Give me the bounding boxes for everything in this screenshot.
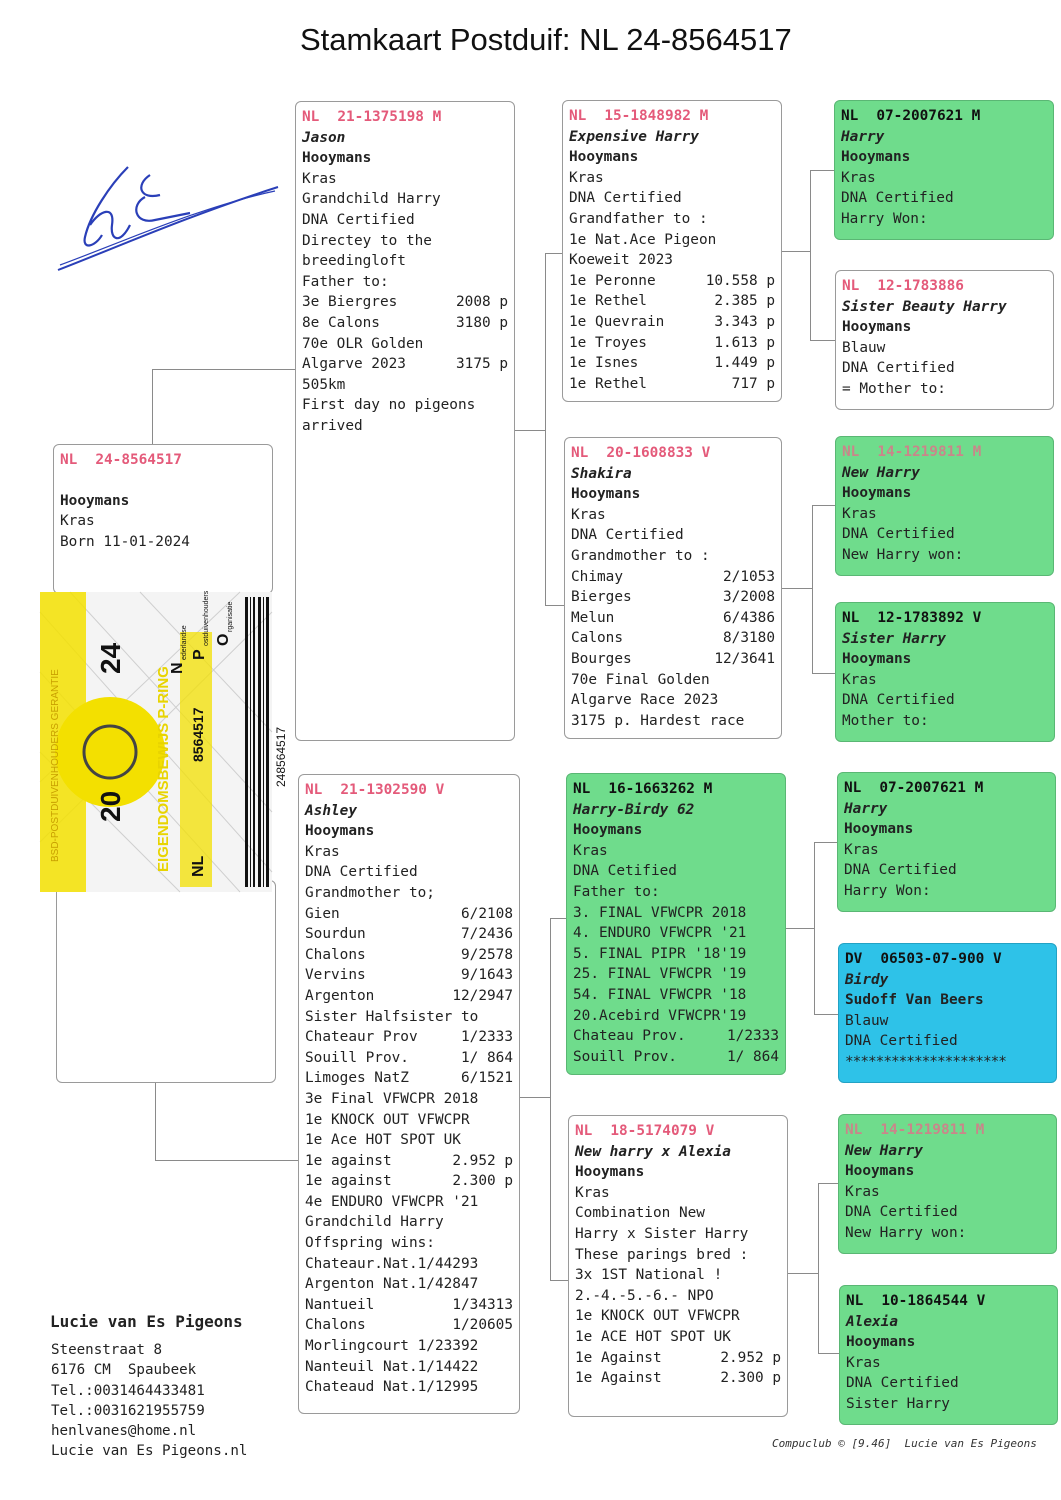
grandfather-paternal-card — [562, 100, 782, 402]
result-race: 1e Isnes — [569, 355, 639, 372]
subject-card-lower — [56, 880, 276, 1083]
info-line: DNA Certified — [569, 190, 682, 207]
result-race: Bourges — [571, 650, 632, 667]
result-race: Algarve 2023 — [302, 356, 406, 373]
result-row — [571, 587, 775, 608]
result-value: 3/2008 — [723, 589, 775, 606]
result-row — [569, 353, 775, 374]
result-row — [575, 1368, 781, 1389]
result-value: 2.952 p — [452, 1152, 513, 1169]
ring-number: NL 14-1219811 M — [842, 444, 982, 460]
connector-line — [814, 842, 837, 843]
info-line: 3. FINAL VFWCPR 2018 — [573, 904, 747, 921]
ancestor-card-mff — [837, 772, 1056, 912]
ring-number: NL 15-1848982 M — [569, 108, 709, 124]
result-row — [305, 904, 513, 925]
breeder-name: Hooymans — [305, 823, 375, 840]
info-line: Kras — [841, 169, 876, 186]
page-title: Stamkaart Postduif: NL 24-8564517 — [300, 22, 792, 57]
connector-line — [155, 1160, 300, 1161]
result-race: Limoges NatZ — [305, 1070, 409, 1087]
info-line: Grandmother to : — [571, 547, 710, 564]
result-row — [573, 1026, 779, 1047]
software-credit: Compuclub © [9.46] Lucie van Es Pigeons — [772, 1437, 1037, 1450]
result-value: 717 p — [731, 375, 775, 392]
ring-number: NL 20-1608833 V — [571, 445, 711, 461]
info-line: Mother to: — [842, 712, 929, 729]
address-line: 6176 CM Spaubeek — [51, 1362, 197, 1379]
info-line: 4. ENDURO VFWCPR '21 — [573, 925, 747, 942]
result-race: 1e Peronne — [569, 272, 656, 289]
connector-line — [152, 369, 297, 370]
ring-number: DV 06503-07-900 V — [845, 951, 1002, 967]
result-row — [569, 312, 775, 333]
signature-image — [50, 155, 280, 280]
breeder-name: Hooymans — [842, 319, 912, 336]
info-line: 70e Final Golden — [571, 671, 710, 688]
result-value: 10.558 p — [705, 272, 775, 289]
info-line: Sister Halfsister to — [305, 1008, 479, 1025]
result-value: 2.300 p — [452, 1173, 513, 1190]
ring-number: NL 07-2007621 M — [841, 108, 981, 124]
result-value: 1/2333 — [461, 1029, 513, 1046]
result-row — [571, 608, 775, 629]
ring-number: NL 24-8564517 — [60, 452, 182, 468]
org-name-1: ederlandse — [181, 625, 188, 660]
result-row — [305, 965, 513, 986]
info-line: DNA Certified — [842, 360, 955, 377]
connector-line — [155, 1083, 156, 1161]
result-race: Souill Prov. — [305, 1049, 409, 1066]
breeder-name: Hooymans — [842, 651, 912, 668]
result-row — [569, 333, 775, 354]
info-line: Morlingcourt 1/23392 — [305, 1338, 479, 1355]
ring-number: NL 18-5174079 V — [575, 1123, 715, 1139]
info-line: 20.Acebird VFWCPR'19 — [573, 1007, 747, 1024]
connector-line — [550, 1280, 568, 1281]
info-line: DNA Certified — [842, 526, 955, 543]
result-row — [575, 1348, 781, 1369]
result-value: 6/2108 — [461, 905, 513, 922]
result-row — [569, 291, 775, 312]
org-letter-p: P — [191, 649, 208, 660]
result-row — [305, 1048, 513, 1069]
result-row — [571, 649, 775, 670]
connector-line — [814, 842, 815, 1014]
pigeon-name: New harry x Alexia — [575, 1143, 731, 1160]
connector-line — [545, 253, 563, 254]
info-line: New Harry won: — [845, 1224, 967, 1241]
info-line: Kras — [842, 671, 877, 688]
pigeon-name: Alexia — [846, 1313, 898, 1330]
result-race: 3e Biergres — [302, 294, 398, 311]
result-race: Chalons — [305, 1317, 366, 1334]
website-link[interactable]: Lucie van Es Pigeons.nl — [51, 1443, 248, 1460]
result-race: Argenton — [305, 987, 375, 1004]
result-race: Souill Prov. — [573, 1048, 677, 1065]
result-value: 6/4386 — [723, 609, 775, 626]
info-line: 4e ENDURO VFWCPR '21 — [305, 1193, 479, 1210]
info-line: Kras — [846, 1354, 881, 1371]
info-line: DNA Cetified — [573, 863, 677, 880]
result-row — [305, 1295, 513, 1316]
ring-number: NL 12-1783886 — [842, 278, 964, 294]
result-race: 1e Quevrain — [569, 313, 665, 330]
org-name-3: rganisatie — [227, 601, 234, 632]
connector-line — [810, 340, 835, 341]
info-line: DNA Certified — [571, 527, 684, 544]
result-row — [305, 1315, 513, 1336]
info-line: 2.-4.-5.-6.- NPO — [575, 1287, 714, 1304]
ring-ownership-card — [40, 590, 288, 892]
breeder-name: Hooymans — [573, 822, 643, 839]
result-race: Vervins — [305, 967, 366, 984]
info-line: = Mother to: — [842, 380, 946, 397]
star-separator: ********************* — [845, 1053, 1006, 1070]
ring-year-left: 20 — [95, 790, 126, 822]
result-value: 12/2947 — [452, 987, 513, 1004]
connector-line — [782, 588, 812, 589]
ring-number: NL 07-2007621 M — [844, 780, 984, 796]
pigeon-name: Birdy — [845, 971, 889, 988]
result-value: 7/2436 — [461, 926, 513, 943]
pigeon-name: Sister Harry — [842, 630, 946, 647]
info-line: Kras — [571, 506, 606, 523]
info-line: 1e KNOCK OUT VFWCPR — [305, 1111, 470, 1128]
result-row — [569, 271, 775, 292]
result-value: 1/20605 — [452, 1317, 513, 1334]
connector-line — [152, 369, 153, 445]
pigeon-name: New Harry — [842, 464, 920, 481]
result-race: Chateau Prov. — [573, 1028, 686, 1045]
info-line: Grandmother to; — [305, 884, 435, 901]
org-letter-o: O — [215, 633, 232, 646]
breeder-name: Hooymans — [841, 149, 911, 166]
result-race: 1e against — [305, 1173, 392, 1190]
result-value: 3175 p — [456, 356, 508, 373]
breeder-name: Hooymans — [569, 149, 639, 166]
pigeon-name: Shakira — [571, 465, 632, 482]
result-value: 2/1053 — [723, 568, 775, 585]
info-line: DNA Certified — [846, 1375, 959, 1392]
birth-date: Born 11-01-2024 — [60, 533, 190, 550]
result-row — [305, 945, 513, 966]
info-line: 54. FINAL VFWCPR '18 — [573, 986, 747, 1003]
info-line: Kras — [302, 170, 337, 187]
address-line: Steenstraat 8 — [51, 1342, 163, 1358]
info-line: Grandfather to : — [569, 210, 708, 227]
info-line: Blauw — [845, 1012, 889, 1029]
breeder-name: Hooymans — [846, 1334, 916, 1351]
result-value: 3.343 p — [714, 313, 775, 330]
info-line: Father to: — [573, 883, 660, 900]
breeder-name: Hooymans — [575, 1164, 645, 1181]
info-line: First day no pigeons — [302, 397, 476, 414]
info-line: Harry x Sister Harry — [575, 1225, 749, 1242]
connector-line — [814, 1014, 838, 1015]
breeder-name: Hooymans — [845, 1163, 915, 1180]
mother-card — [298, 774, 520, 1414]
ancestor-card-mfm — [838, 943, 1057, 1083]
org-name-2: ostduivenhouders — [203, 590, 210, 646]
info-line: New Harry won: — [842, 546, 964, 563]
ring-number: NL 10-1864544 V — [846, 1293, 986, 1309]
pigeon-name: Harry-Birdy 62 — [573, 801, 695, 818]
ancestor-card-fff — [834, 100, 1054, 240]
result-race: Chateaur Prov — [305, 1029, 418, 1046]
pigeon-name: New Harry — [845, 1142, 923, 1159]
connector-line — [818, 1183, 838, 1184]
ancestor-card-fmm — [835, 602, 1055, 742]
breeder-name: Sudoff Van Beers — [845, 992, 984, 1009]
phone-line: Tel.:0031621955759 — [51, 1402, 205, 1419]
connector-line — [812, 505, 835, 506]
connector-line — [550, 918, 551, 1280]
breeder-name: Hooymans — [842, 485, 912, 502]
connector-line — [550, 918, 566, 919]
result-row — [302, 313, 508, 334]
result-race: Sourdun — [305, 926, 366, 943]
result-race: 1e against — [305, 1152, 392, 1169]
pigeon-name: Harry — [841, 128, 885, 145]
info-line: Combination New — [575, 1205, 705, 1222]
result-race: Melun — [571, 609, 615, 626]
result-row — [573, 1047, 779, 1068]
info-line: DNA Certified — [302, 211, 415, 228]
result-row — [302, 292, 508, 313]
result-value: 2.385 p — [714, 293, 775, 310]
result-value: 12/3641 — [714, 650, 775, 667]
info-line: DNA Certified — [305, 864, 418, 881]
info-line: Blauw — [842, 339, 886, 356]
info-line: Kras — [305, 843, 340, 860]
ring-number: NL 21-1375198 M — [302, 109, 442, 125]
info-line: arrived — [302, 417, 363, 434]
info-line: Chateaur.Nat.1/44293 — [305, 1255, 479, 1272]
result-race: Nantueil — [305, 1296, 375, 1313]
result-value: 9/1643 — [461, 967, 513, 984]
result-row — [571, 567, 775, 588]
result-race: Bierges — [571, 589, 632, 606]
connector-line — [810, 170, 811, 340]
result-row — [302, 354, 508, 375]
info-line: DNA Certified — [845, 1033, 958, 1050]
info-line: 5. FINAL PIPR '18'19 — [573, 945, 747, 962]
pigeon-name: Sister Beauty Harry — [842, 298, 1007, 315]
result-row — [571, 628, 775, 649]
ring-card-subtitle: BSD-POSTDUIVENHOUDERS GERANTIE — [50, 669, 61, 862]
info-line: Kras — [575, 1184, 610, 1201]
phone-line: Tel.:0031464433481 — [51, 1382, 205, 1399]
ring-number: 8564517 — [190, 707, 206, 762]
info-line: DNA Certified — [842, 692, 955, 709]
grandmother-paternal-card — [564, 437, 782, 739]
father-card — [295, 101, 515, 741]
result-value: 9/2578 — [461, 946, 513, 963]
pigeon-name: Expensive Harry — [569, 128, 699, 145]
info-line: 70e OLR Golden — [302, 335, 424, 352]
result-race: Chalons — [305, 946, 366, 963]
result-value: 1/ 864 — [727, 1048, 779, 1065]
result-race: 1e Troyes — [569, 334, 647, 351]
ancestor-card-fmf — [835, 436, 1054, 576]
info-line: DNA Certified — [841, 190, 954, 207]
pigeon-name: Jason — [302, 129, 346, 146]
result-race: 8e Calons — [302, 314, 380, 331]
connector-line — [812, 505, 813, 673]
color-text: Kras — [60, 513, 95, 530]
info-line: 505km — [302, 376, 346, 393]
ring-card-title: EIGENDOMSBEWIJS P-RING — [155, 666, 172, 872]
result-row — [305, 1171, 513, 1192]
info-line: 25. FINAL VFWCPR '19 — [573, 966, 747, 983]
info-line: DNA Certified — [845, 1204, 958, 1221]
ring-number: NL 21-1302590 V — [305, 782, 445, 798]
info-line: Algarve Race 2023 — [571, 692, 719, 709]
result-race: 1e Against — [575, 1349, 662, 1366]
info-line: 1e ACE HOT SPOT UK — [575, 1328, 731, 1345]
info-line: 3175 p. Hardest race — [571, 712, 745, 729]
info-line: Kras — [842, 505, 877, 522]
email-link[interactable]: henlvanes@home.nl — [51, 1423, 197, 1440]
grandmother-maternal-card — [568, 1115, 788, 1417]
result-row — [305, 924, 513, 945]
result-value: 1/2333 — [727, 1028, 779, 1045]
result-value: 2008 p — [456, 294, 508, 311]
info-line: Harry Won: — [844, 882, 931, 899]
info-line: Nanteuil Nat.1/14422 — [305, 1358, 479, 1375]
ancestor-card-ffm — [835, 270, 1054, 410]
connector-line — [515, 430, 545, 431]
org-letter-n: N — [169, 662, 186, 674]
connector-line — [810, 170, 834, 171]
info-line: 1e Ace HOT SPOT UK — [305, 1132, 461, 1149]
connector-line — [818, 1353, 839, 1354]
info-line: Grandchild Harry — [305, 1214, 444, 1231]
info-line: DNA Certified — [844, 862, 957, 879]
result-row — [305, 1151, 513, 1172]
loft-name: Lucie van Es Pigeons — [50, 1312, 243, 1331]
info-line: Harry Won: — [841, 210, 928, 227]
result-value: 2.300 p — [720, 1370, 781, 1387]
connector-line — [545, 605, 565, 606]
result-race: 1e Rethel — [569, 375, 647, 392]
info-line: 1e Nat.Ace Pigeon — [569, 231, 717, 248]
info-line: 3x 1ST National ! — [575, 1267, 723, 1284]
info-line: Kras — [845, 1183, 880, 1200]
ring-country: NL — [190, 855, 207, 877]
ancestor-card-mmf — [838, 1114, 1057, 1254]
result-value: 8/3180 — [723, 630, 775, 647]
result-value: 1/ 864 — [461, 1049, 513, 1066]
subject-card — [53, 444, 273, 594]
info-line: Offspring wins: — [305, 1235, 435, 1252]
info-line: Kras — [573, 842, 608, 859]
info-line: Grandchild Harry — [302, 191, 441, 208]
result-race: 1e Rethel — [569, 293, 647, 310]
ring-number: NL 14-1219811 M — [845, 1122, 985, 1138]
result-race: Gien — [305, 905, 340, 922]
info-line: 3e Final VFWCPR 2018 — [305, 1090, 479, 1107]
ancestor-card-mmm — [839, 1285, 1058, 1425]
connector-line — [786, 928, 814, 929]
info-line: Kras — [569, 169, 604, 186]
connector-line — [812, 673, 835, 674]
info-line: 1e KNOCK OUT VFWCPR — [575, 1308, 740, 1325]
breeder-name: Hooymans — [844, 821, 914, 838]
result-row — [569, 374, 775, 395]
connector-line — [782, 251, 810, 252]
result-race: Chimay — [571, 568, 623, 585]
connector-line — [520, 1097, 550, 1098]
result-value: 2.952 p — [720, 1349, 781, 1366]
result-row — [305, 986, 513, 1007]
info-line: breedingloft — [302, 253, 406, 270]
ring-year-right: 24 — [95, 642, 126, 674]
info-line: Sister Harry — [846, 1395, 950, 1412]
pigeon-name: Ashley — [305, 802, 357, 819]
info-line: Argenton Nat.1/42847 — [305, 1276, 479, 1293]
info-line: Directey to the — [302, 232, 432, 249]
ring-barcode-number: 248564517 — [274, 726, 288, 787]
breeder-name: Hooymans — [60, 492, 130, 509]
breeder-name: Hooymans — [571, 486, 641, 503]
loft-address — [51, 1340, 247, 1462]
result-value: 1.449 p — [714, 355, 775, 372]
info-line: Koeweit 2023 — [569, 252, 673, 269]
info-line: Chateaud Nat.1/12995 — [305, 1379, 479, 1396]
result-race: 1e Against — [575, 1370, 662, 1387]
ring-number: NL 12-1783892 V — [842, 610, 982, 626]
breeder-name: Hooymans — [302, 150, 372, 167]
connector-line — [818, 1183, 819, 1353]
result-row — [305, 1068, 513, 1089]
info-line: Kras — [844, 841, 879, 858]
result-race: Calons — [571, 630, 623, 647]
result-value: 1/34313 — [452, 1296, 513, 1313]
grandfather-maternal-card — [566, 773, 786, 1075]
ring-number: NL 16-1663262 M — [573, 781, 713, 797]
info-line: Father to: — [302, 273, 389, 290]
info-line: These parings bred : — [575, 1246, 749, 1263]
result-value: 1.613 p — [714, 334, 775, 351]
result-row — [305, 1027, 513, 1048]
result-value: 3180 p — [456, 314, 508, 331]
pigeon-name: Harry — [844, 800, 888, 817]
connector-line — [545, 253, 546, 605]
result-value: 6/1521 — [461, 1070, 513, 1087]
connector-line — [788, 1273, 818, 1274]
